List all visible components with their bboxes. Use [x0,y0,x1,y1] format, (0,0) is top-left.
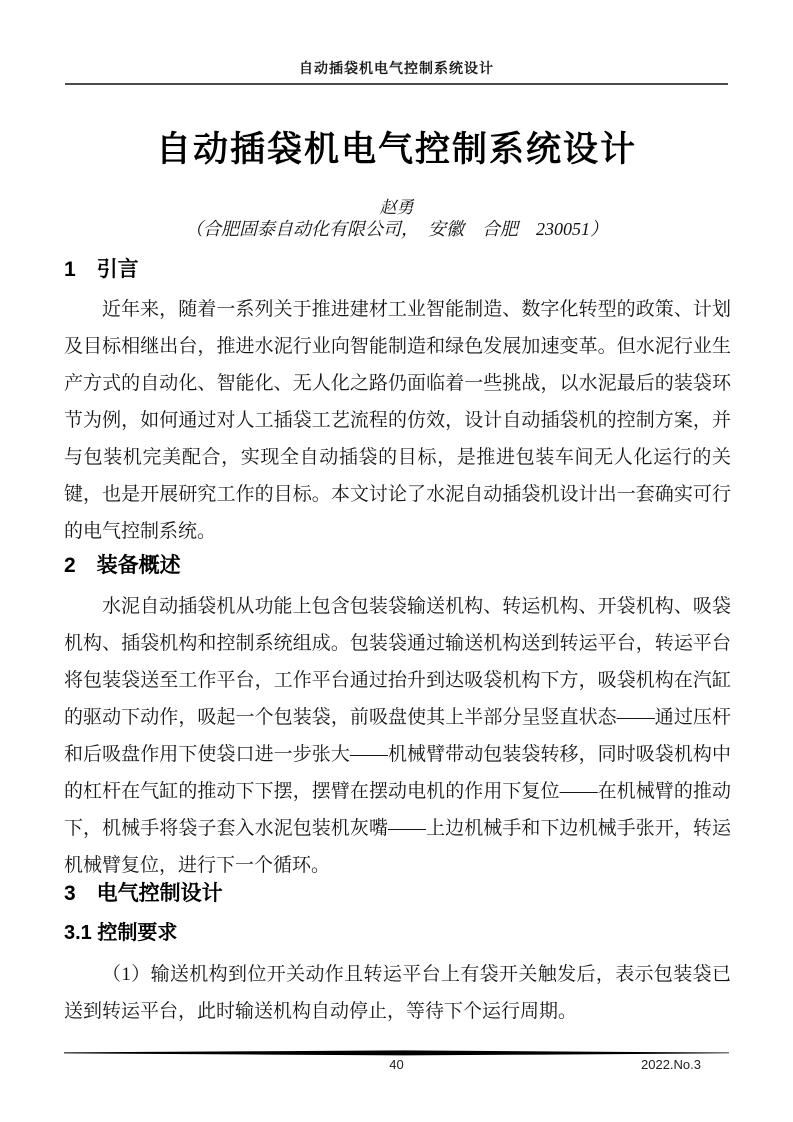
paragraph-equipment-overview: 水泥自动插袋机从功能上包含包装袋输送机构、转运机构、开袋机构、吸袋机构、插袋机构和控制系统组成。包装袋通过输送机构送到转运平台，转运平台将包装袋送至工作平台，工作平台通过抬升到达吸袋机构下方，吸袋机构在汽缸的驱动下动作，吸起一个包装袋，前吸盘使其上半部分呈竖直状态——通过压杆和后吸盘作用下使袋口进一步张大——机械臂带动包装袋转移，同时吸袋机构中的杠杆在气缸的推动下下摆，摆臂在摆动电机的作用下复位——在机械臂的推动下，机械手将袋子套入水泥包装机灰嘴——上边机械手和下边机械手张开，转运机械臂复位，进行下一个循环。 [64,596,731,876]
page-title: 自动插袋机电气控制系统设计 [155,130,637,169]
section-heading-equipment-overview: 2 装备概述 [64,554,181,577]
section-heading-introduction: 1 引言 [64,258,139,281]
header-rule [65,83,728,85]
paragraph-introduction: 近年来，随着一系列关于推进建材工业智能制造、数字化转型的政策、计划及目标相继出台，推进水泥行业向智能制造和绿色发展加速变革。但水泥行业生产方式的自动化、智能化、无人化之路仍面临着一些挑战，以水泥最后的装袋环节为例，如何通过对人工插袋工艺流程的仿效，设计自动插袋机的控制方案，并与包装机完美配合，实现全自动插袋的目标，是推进包装车间无人化运行的关键，也是开展研究工作的目标。本文讨论了水泥自动插袋机设计出一套确实可行的电气控制系统。 [64,299,731,542]
footer-rule [64,1050,729,1056]
paragraph-control-requirements: （1）输送机构到位开关动作且转运平台上有袋开关触发后，表示包装袋已送到转运平台，此时输送机构自动停止，等待下个运行周期。 [64,964,731,1022]
section-heading-electrical-control-design: 3 电气控制设计 [64,882,223,905]
author-name: 赵勇 [379,198,414,217]
running-title: 自动插袋机电气控制系统设计 [299,60,494,76]
page-number: 40 [389,1057,404,1072]
issue-label: 2022.No.3 [641,1057,701,1072]
subsection-heading-control-requirements: 3.1 控制要求 [64,922,178,944]
affiliation: （合肥固泰自动化有限公司， 安徽 合肥 230051） [185,219,608,239]
